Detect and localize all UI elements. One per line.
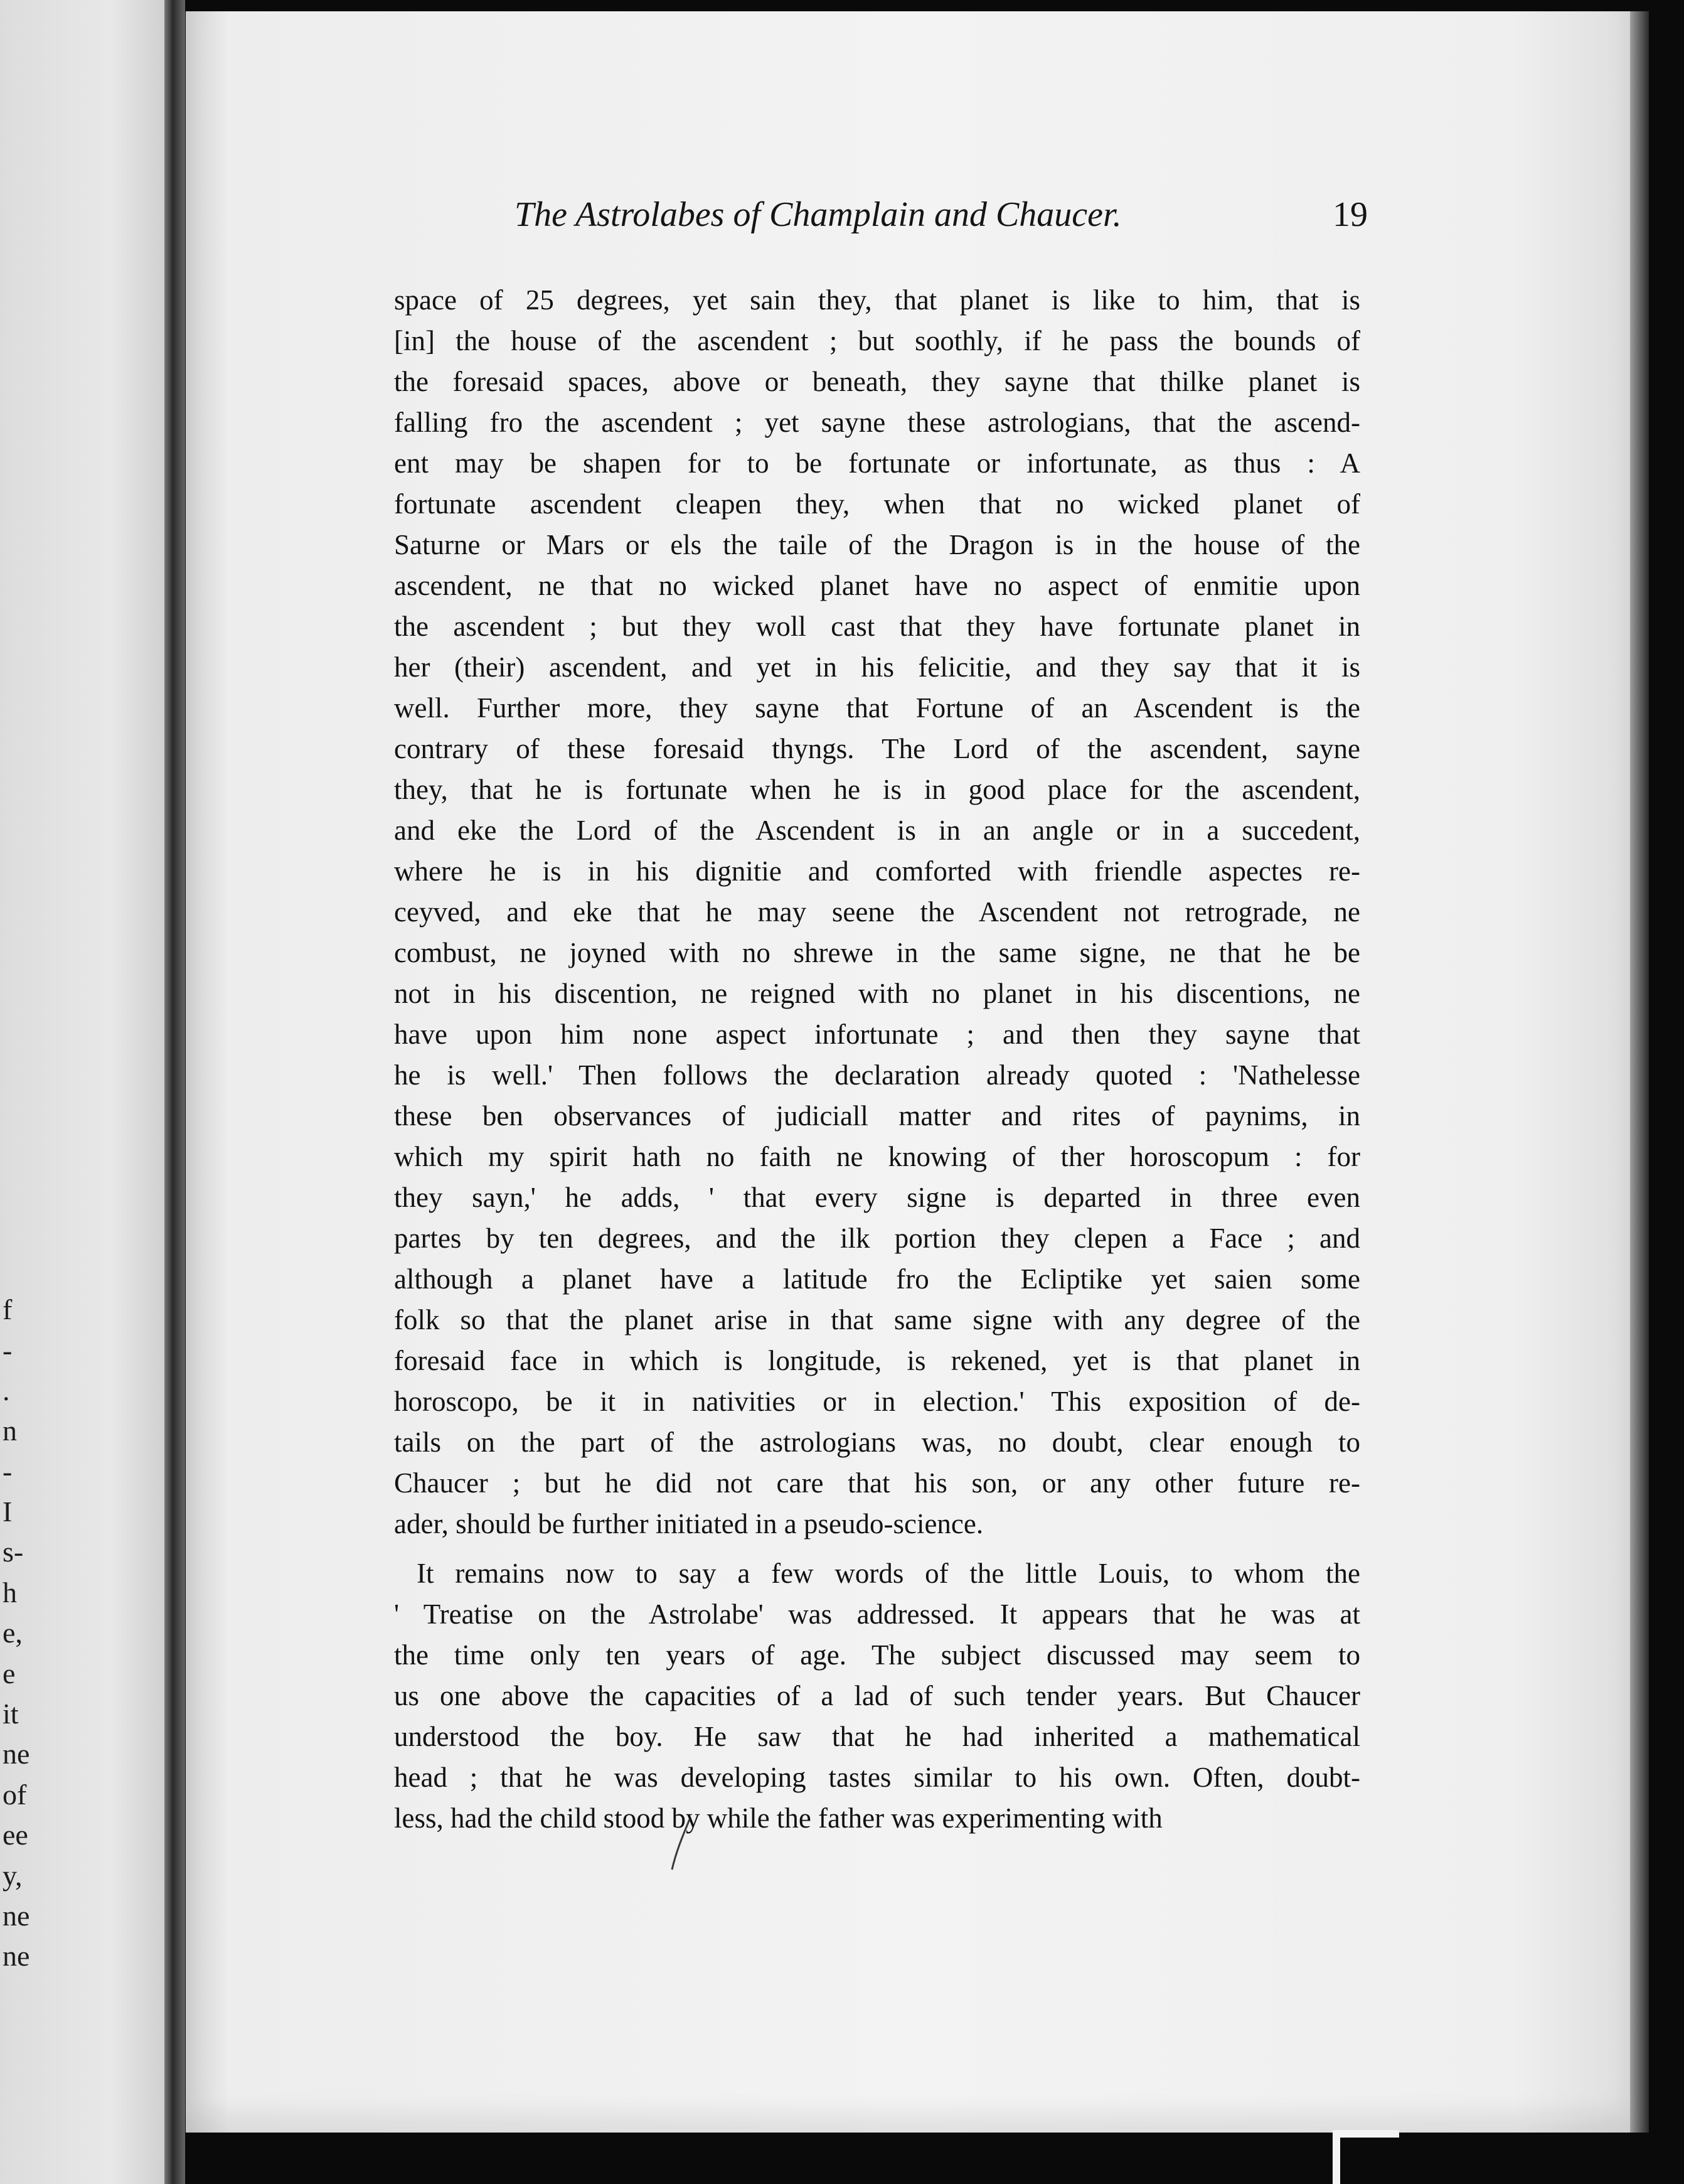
text-line: the foresaid spaces, above or beneath, they sayne that thilke planet is xyxy=(394,366,1360,397)
text-line: ascendent, ne that no wicked planet have no aspect of enmitie upon xyxy=(394,570,1360,601)
text-line: her (their) ascendent, and yet in his felicitie, and they say that it is xyxy=(394,651,1360,683)
text-line: understood the boy. He saw that he had inherited a mathematical xyxy=(394,1721,1360,1752)
text-line: horoscopo, be it in nativities or in election.' This exposition of de- xyxy=(394,1386,1360,1417)
text-line: [in] the house of the ascendent ; but soothly, if he pass the bounds of xyxy=(394,325,1360,356)
text-line: space of 25 degrees, yet sain they, that planet is like to him, that is xyxy=(394,284,1360,316)
text-line: folk so that the planet arise in that same signe with any degree of the xyxy=(394,1304,1360,1336)
book-gutter xyxy=(164,0,185,2184)
left-fragment xyxy=(3,1209,40,1249)
left-fragment: s- xyxy=(3,1536,24,1568)
text-line: combust, ne joyned with no shrewe in the same signe, ne that he be xyxy=(394,937,1360,968)
text-line: partes by ten degrees, and the ilk portion they clepen a Face ; and xyxy=(394,1223,1360,1254)
left-fragment xyxy=(3,1169,40,1209)
left-fragment xyxy=(3,1047,40,1088)
text-line: less, had the child stood by while the father was experimenting with xyxy=(394,1802,1163,1834)
text-line: Saturne or Mars or els the taile of the Dragon is in the house of the xyxy=(394,529,1360,560)
text-line: and eke the Lord of the Ascendent is in an angle or in a succedent, xyxy=(394,815,1360,846)
text-line: foresaid face in which is longitude, is rekened, yet is that planet in xyxy=(394,1345,1360,1376)
left-fragment: of xyxy=(3,1778,27,1811)
running-head xyxy=(514,195,1368,238)
text-line: falling fro the ascendent ; yet sayne these astrologians, that the ascend- xyxy=(394,407,1360,438)
text-line: the time only ten years of age. The subject discussed may seem to xyxy=(394,1639,1360,1671)
adjacent-left-page xyxy=(0,0,185,2184)
text-line: fortunate ascendent cleapen they, when that no wicked planet of xyxy=(394,488,1360,520)
text-line: they, that he is fortunate when he is in good place for the ascendent, xyxy=(394,774,1360,805)
text-line: the ascendent ; but they woll cast that they have fortunate planet in xyxy=(394,611,1360,642)
text-line: tails on the part of the astrologians was, no doubt, clear enough to xyxy=(394,1427,1360,1458)
left-fragment: e, xyxy=(3,1617,23,1649)
left-fragment: ne xyxy=(3,1899,30,1932)
paragraph xyxy=(394,1553,1360,1839)
text-line: contrary of these foresaid thyngs. The Lord of the ascendent, sayne xyxy=(394,733,1360,764)
left-fragment: ne xyxy=(3,1940,30,1973)
text-line: although a planet have a latitude fro the Ecliptike yet saien some xyxy=(394,1263,1360,1295)
text-line: not in his discention, ne reigned with no planet in his discentions, ne xyxy=(394,978,1360,1009)
left-fragment xyxy=(3,1128,40,1169)
text-line: us one above the capacities of a lad of such tender years. But Chaucer xyxy=(394,1680,1360,1711)
paragraph-gap xyxy=(394,1544,1360,1553)
text-line: It remains now to say a few words of the little Louis, to whom the xyxy=(417,1558,1360,1589)
text-line: these ben observances of judiciall matter and rites of paynims, in xyxy=(394,1100,1360,1132)
left-page-text-fragments xyxy=(3,966,40,1977)
text-line: ent may be shapen for to be fortunate or infortunate, as thus : A xyxy=(394,447,1360,479)
left-fragment xyxy=(3,1088,40,1128)
left-fragment: n xyxy=(3,1415,17,1447)
text-line: where he is in his dignitie and comforted with friendle aspectes re- xyxy=(394,855,1360,887)
left-fragment: ne xyxy=(3,1738,30,1770)
left-fragment: - xyxy=(3,1334,13,1366)
body-text xyxy=(394,280,1360,1839)
left-fragment: h xyxy=(3,1576,17,1609)
left-fragment: e xyxy=(3,1657,16,1689)
text-line: well. Further more, they sayne that Fortune of an Ascendent is the xyxy=(394,692,1360,724)
left-fragment xyxy=(3,1007,40,1047)
page-number: 19 xyxy=(1333,195,1368,234)
text-line: Chaucer ; but he did not care that his son, or any other future re- xyxy=(394,1467,1360,1499)
left-fragment: y, xyxy=(3,1859,23,1892)
text-line: they sayn,' he adds, ' that every signe is departed in three even xyxy=(394,1182,1360,1213)
left-fragment: it xyxy=(3,1698,19,1730)
pencil-mark xyxy=(668,1817,693,1873)
left-fragment: ee xyxy=(3,1819,28,1851)
paragraph xyxy=(394,280,1360,1544)
left-fragment: - xyxy=(3,1455,13,1487)
text-line: which my spirit hath no faith ne knowing of ther horoscopum : for xyxy=(394,1141,1360,1172)
left-fragment: f xyxy=(3,1293,13,1326)
text-line: ceyved, and eke that he may seene the Ascendent not retrograde, ne xyxy=(394,896,1360,928)
text-line: head ; that he was developing tastes similar to his own. Often, doubt- xyxy=(394,1762,1360,1793)
left-fragment: . xyxy=(3,1374,10,1406)
text-line: he is well.' Then follows the declaration already quoted : 'Nathelesse xyxy=(394,1059,1360,1091)
page-edge-shadow xyxy=(1630,11,1649,2133)
text-line: ader, should be further initiated in a pseudo-science. xyxy=(394,1508,984,1539)
scanner-corner-mark xyxy=(1330,2115,1405,2184)
left-fragment xyxy=(3,966,40,1007)
left-fragment xyxy=(3,1250,40,1290)
left-fragment: I xyxy=(3,1496,13,1528)
running-title: The Astrolabes of Champlain and Chaucer. xyxy=(514,195,1122,234)
text-line: ' Treatise on the Astrolabe' was addressed. It appears that he was at xyxy=(394,1598,1360,1630)
text-line: have upon him none aspect infortunate ; and then they sayne that xyxy=(394,1019,1360,1050)
